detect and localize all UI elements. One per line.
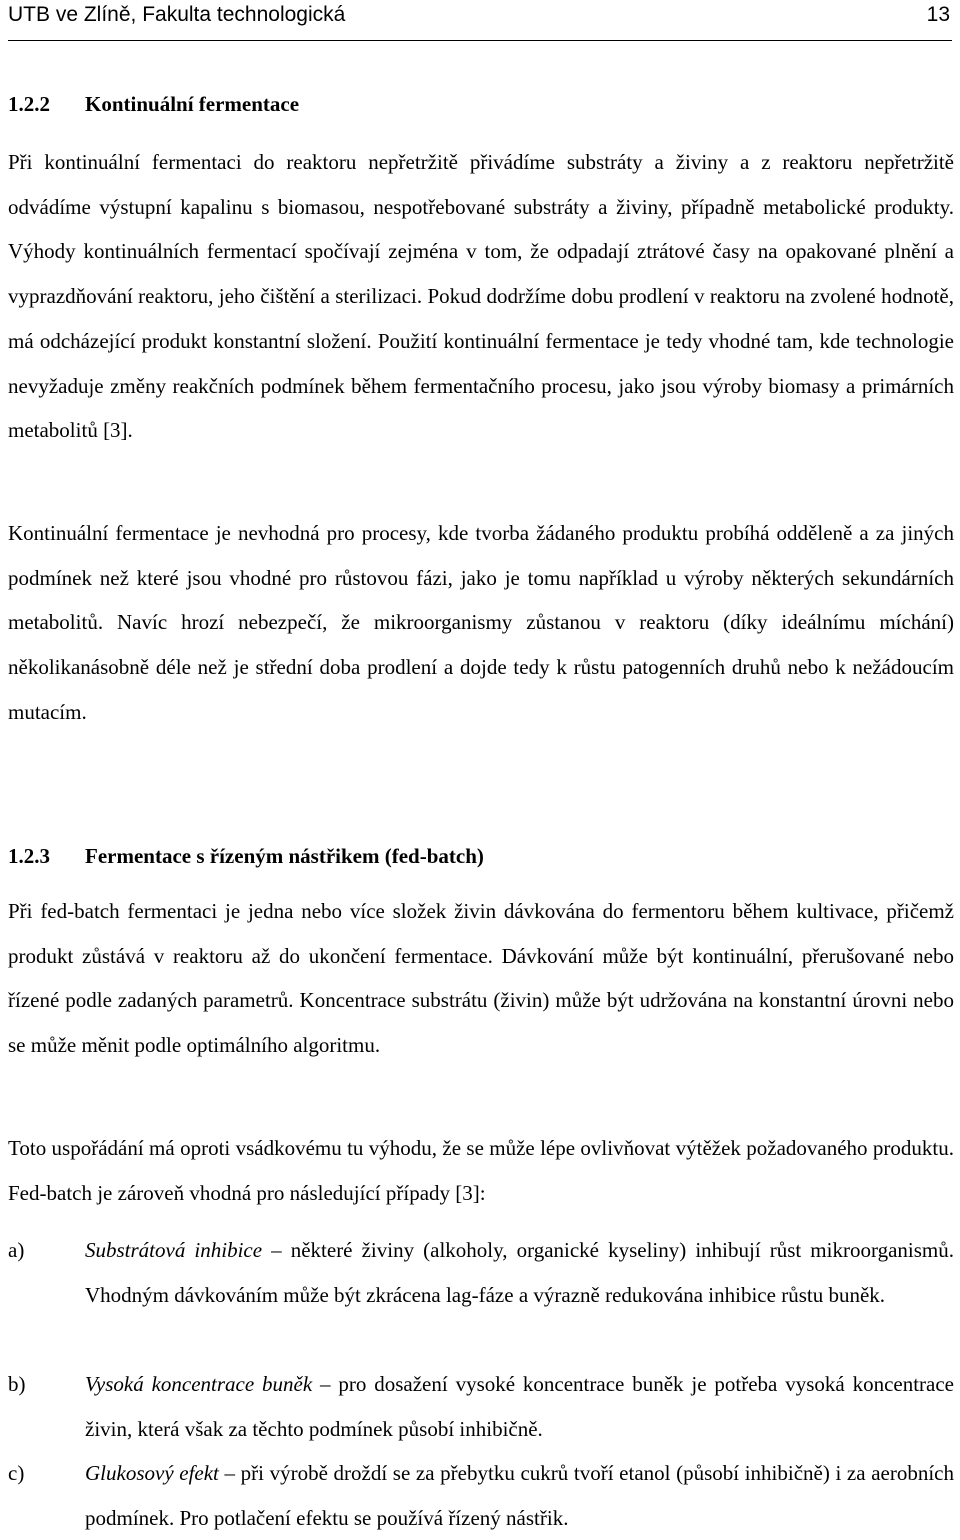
list-item-term: Substrátová inhibice bbox=[85, 1238, 263, 1262]
list-item-text: – při výrobě droždí se za přebytku cukrů tvoří etanol (působí inhibičně) i za aerobních podmínek. Pro potlačení efektu se používá řízený nástřik. bbox=[85, 1461, 954, 1530]
list-item-body bbox=[85, 1228, 954, 1317]
paragraph-fedbatch-2: Toto uspořádání má oproti vsádkovému tu výhodu, že se může lépe ovlivňovat výtěžek požadovaného produktu. Fed-batch je zároveň vhodná pro následující případy [3]: bbox=[8, 1136, 954, 1205]
list-marker: a) bbox=[8, 1238, 25, 1262]
section-heading-1-2-2 bbox=[8, 91, 299, 117]
page-header bbox=[8, 0, 952, 41]
section-title: Fermentace s řízeným nástřikem (fed-batch) bbox=[85, 844, 484, 868]
list-item-term: Vysoká koncentrace buněk bbox=[85, 1372, 313, 1396]
list-item-body bbox=[85, 1362, 954, 1451]
section-title: Kontinuální fermentace bbox=[85, 92, 300, 116]
list-item-text: – některé živiny (alkoholy, organické kyseliny) inhibují růst mikroorganismů. Vhodným dávkováním může být zkrácena lag-fáze a výrazně redukována inhibice růstu buněk. bbox=[85, 1238, 954, 1307]
paragraph-fedbatch-1: Při fed-batch fermentaci je jedna nebo více složek živin dávkována do fermentoru během kultivace, přičemž produkt zůstává v reaktoru až do ukončení fermentace. Dávkování může být kontinuální, přerušované nebo řízené podle zadaných parametrů. Koncentrace substrátu (živin) může být udržována na konstantní úrovni nebo se může měnit podle optimálního algoritmu. bbox=[8, 899, 954, 1058]
list-item-term: Glukosový efekt bbox=[85, 1461, 219, 1485]
paragraph-continuous-1: Při kontinuální fermentaci do reaktoru nepřetržitě přivádíme substráty a živiny a z reaktoru nepřetržitě odvádíme výstupní kapalinu s biomasou, nespotřebované substráty a živiny, případně metabolické produkty. Výhody kontinuálních fermentací spočívají zejména v tom, že odpadají ztrátové časy na opakované plnění a vyprazdňování reaktoru, jeho čištění a sterilizaci. Pokud dodržíme dobu prodlení v reaktoru na zvolené hodnotě, má odcházející produkt konstantní složení. Použití kontinuální fermentace je tedy vhodné tam, kde technologie nevyžaduje změny reakčních podmínek během fermentačního procesu, jako jsou výroby biomasy a primárních metabolitů [3]. bbox=[8, 150, 954, 443]
list-marker: b) bbox=[8, 1372, 26, 1396]
list-item-body bbox=[85, 1451, 954, 1540]
section-number: 1.2.3 bbox=[8, 844, 50, 868]
section-heading-1-2-3 bbox=[8, 843, 484, 869]
page-number: 13 bbox=[926, 3, 950, 26]
section-number: 1.2.2 bbox=[8, 92, 50, 116]
paragraph-continuous-2: Kontinuální fermentace je nevhodná pro procesy, kde tvorba žádaného produktu probíhá odděleně a za jiných podmínek než které jsou vhodné pro růstovou fázi, jako je tomu například u výroby některých sekundárních metabolitů. Navíc hrozí nebezpečí, že mikroorganismy zůstanou v reaktoru (díky ideálnímu míchání) několikanásobně déle než je střední doba prodlení a dojde tedy k růstu patogenních druhů nebo k nežádoucím mutacím. bbox=[8, 521, 954, 724]
list-item-text: – pro dosažení vysoké koncentrace buněk je potřeba vysoká koncentrace živin, která však za těchto podmínek působí inhibičně. bbox=[85, 1372, 954, 1441]
list-marker: c) bbox=[8, 1461, 25, 1485]
header-institution: UTB ve Zlíně, Fakulta technologická bbox=[8, 3, 346, 26]
